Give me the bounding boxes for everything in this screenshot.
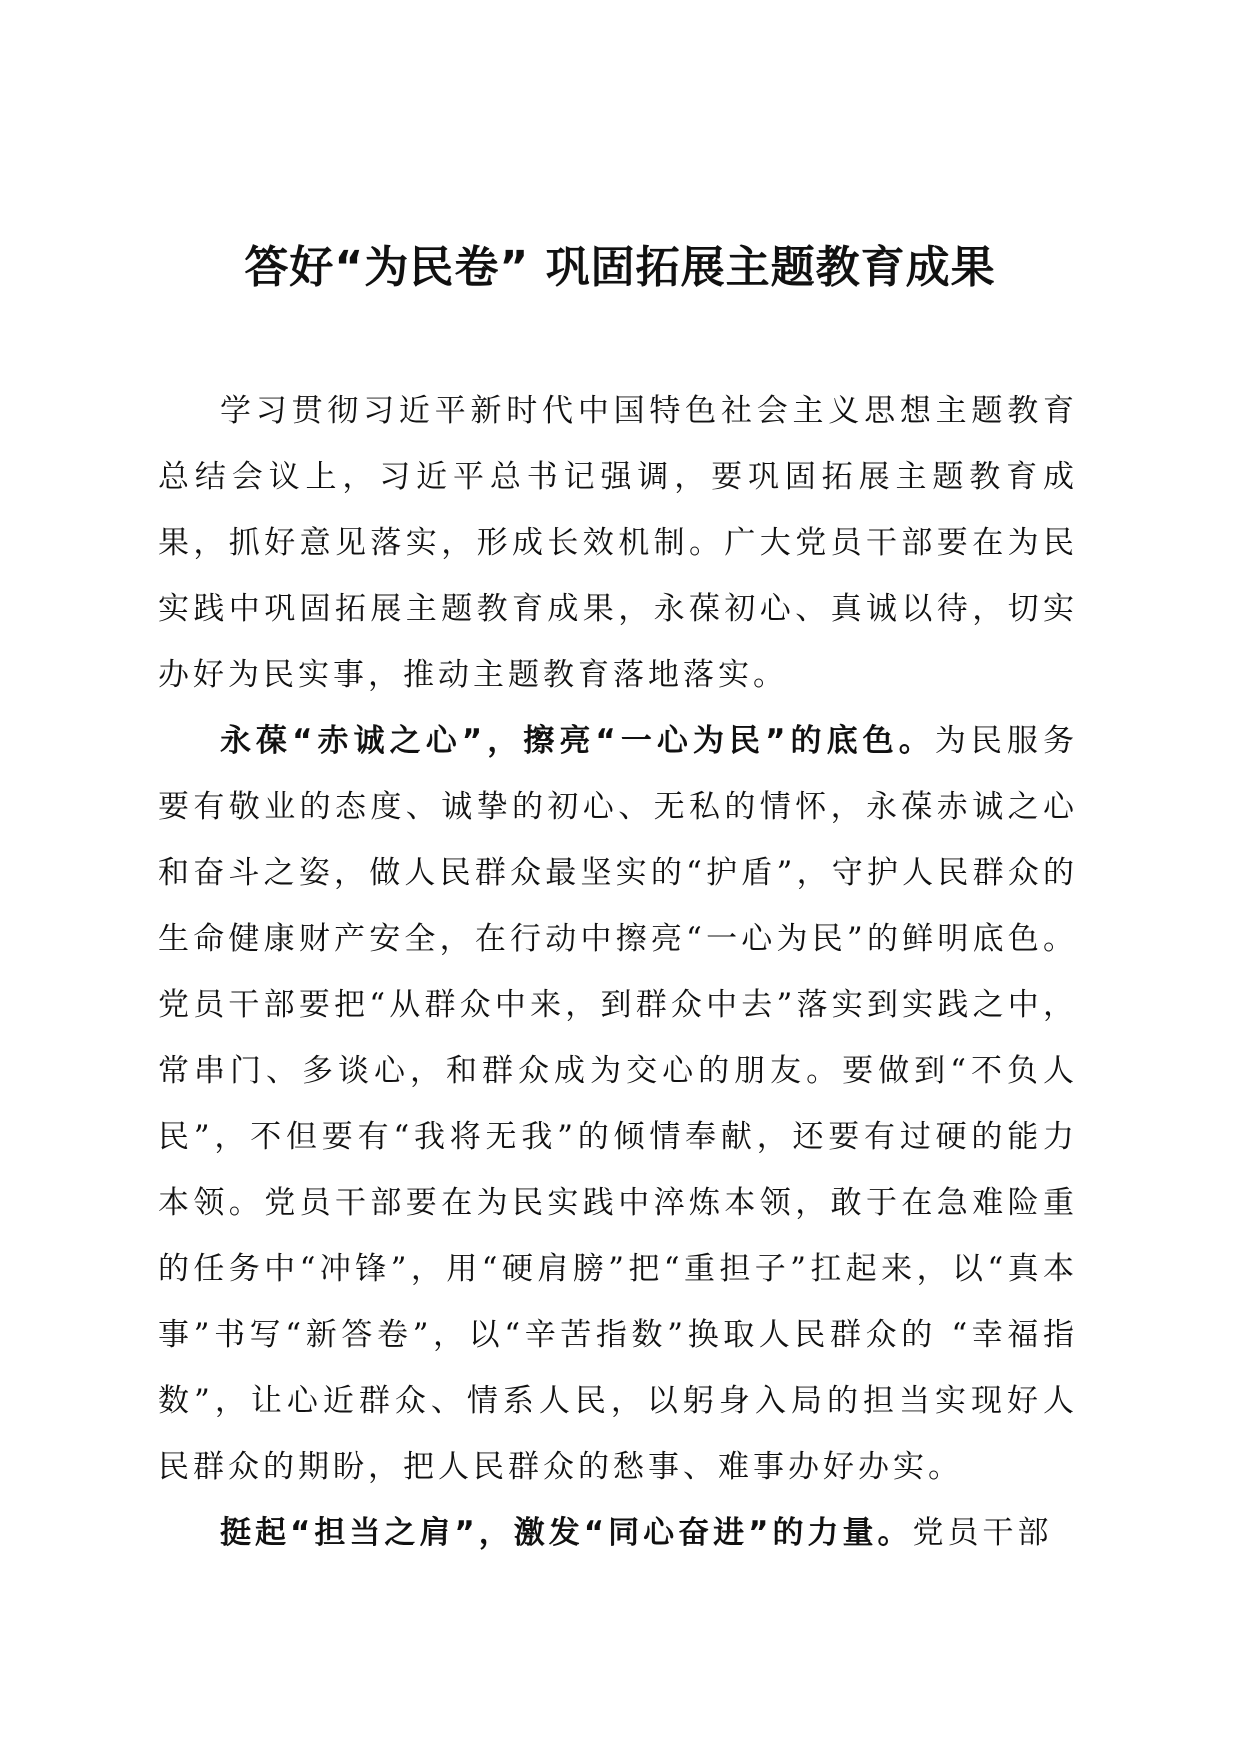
paragraph-section-1 xyxy=(158,708,1078,1500)
paragraph-text: 为民服务要有敬业的态度、诚挚的初心、无私的情怀，永葆赤诚之心和奋斗之姿，做人民群众最坚实的“护盾”，守护人民群众的生命健康财产安全，在行动中擦亮“一心为民”的鲜明底色。党员干部要把“从群众中来，到群众中去”落实到实践之中，常串门、多谈心，和群众成为交心的朋友。要做到“不负人民”，不但要有“我将无我”的倾情奉献，还要有过硬的能力本领。党员干部要在为民实践中淬炼本领，敢于在急难险重的任务中“冲锋”，用“硬肩膀”把“重担子”扛起来，以“真本事”书写“新答卷”，以“辛苦指数”换取人民群众的 “幸福指数”，让心近群众、情系人民，以躬身入局的担当实现好人民群众的期盼，把人民群众的愁事、难事办好办实。 xyxy=(158,723,1078,1485)
paragraph-section-2 xyxy=(158,1500,1078,1566)
article-title: 答好“为民卷” 巩固拓展主题教育成果 xyxy=(244,242,996,293)
section-heading: 挺起“担当之肩”，激发“同心奋进”的力量。 xyxy=(220,1515,913,1551)
article-body xyxy=(158,378,1078,1566)
paragraph-text: 学习贯彻习近平新时代中国特色社会主义思想主题教育总结会议上，习近平总书记强调，要巩固拓展主题教育成果，抓好意见落实，形成长效机制。广大党员干部要在为民实践中巩固拓展主题教育成果，永葆初心、真诚以待，切实办好为民实事，推动主题教育落地落实。 xyxy=(158,393,1078,693)
paragraph-intro xyxy=(158,378,1078,708)
paragraph-text: 党员干部 xyxy=(912,1515,1053,1551)
section-heading: 永葆“赤诚之心”，擦亮“一心为民”的底色。 xyxy=(220,723,935,759)
